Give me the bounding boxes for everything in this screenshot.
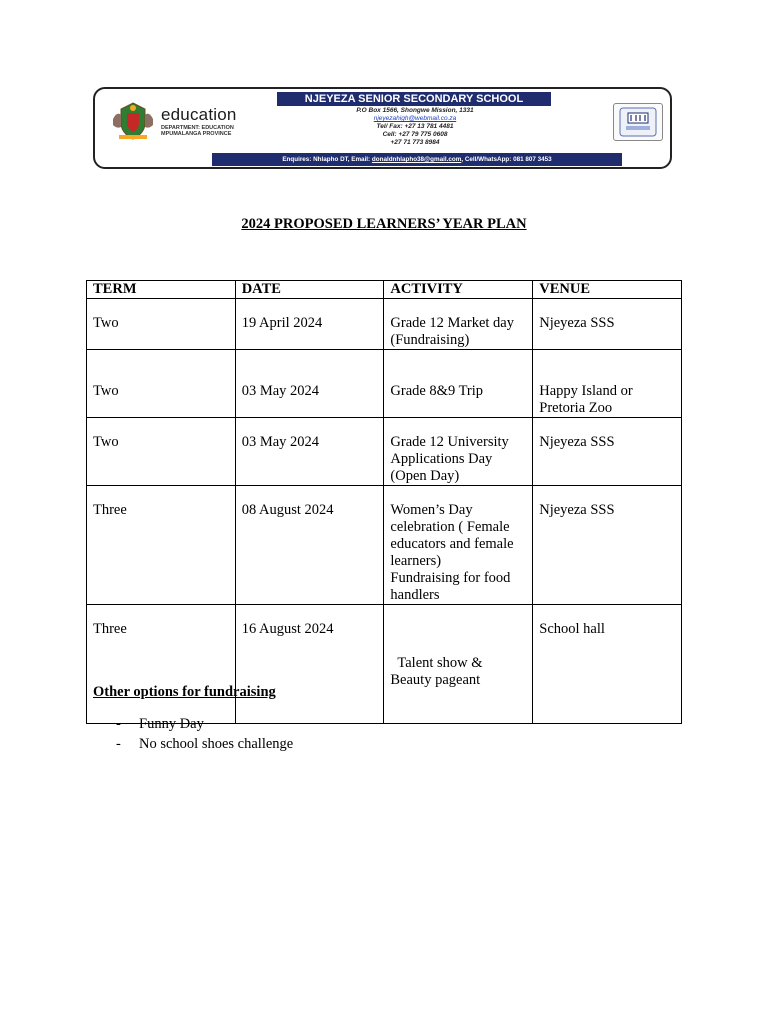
venue-line: Njeyeza SSS — [539, 434, 615, 450]
list-item — [93, 715, 293, 735]
table-row — [87, 299, 682, 350]
enquiries-prefix: Enquires: Nhlapho DT, Email: — [282, 156, 372, 163]
cell-venue — [533, 299, 682, 350]
cell-date: 03 May 2024 — [235, 418, 384, 486]
activity-line: Beauty pageant — [390, 672, 481, 688]
school-cell-2: +27 71 773 8984 — [390, 139, 440, 146]
cell-activity — [384, 418, 533, 486]
bullet-dash: - — [116, 716, 121, 732]
table-row — [87, 350, 682, 418]
header-term: TERM — [87, 281, 236, 299]
table-header-row — [87, 281, 682, 299]
school-telfax: Tel/ Fax: +27 13 781 4481 — [376, 123, 454, 130]
cell-activity — [384, 605, 533, 724]
year-plan-table — [86, 280, 682, 724]
school-name: NJEYEZA SENIOR SECONDARY SCHOOL — [277, 92, 551, 106]
other-options-list — [93, 715, 293, 754]
activity-line: Grade 12 Market day — [390, 315, 514, 331]
school-crest — [613, 103, 663, 141]
activity-line: Applications Day — [390, 451, 493, 467]
enquiries-email-link[interactable]: donaldnhlapho38@gmail.com — [371, 156, 462, 163]
bullet-dash: - — [116, 735, 121, 752]
activity-line: Women’s Day — [390, 502, 473, 518]
cell-venue — [533, 486, 682, 605]
venue-line: Njeyeza SSS — [539, 502, 615, 518]
venue-line: Pretoria Zoo — [539, 400, 613, 416]
activity-line: Talent show & — [390, 655, 483, 671]
table-row — [87, 605, 682, 724]
cell-activity — [384, 486, 533, 605]
school-email-link[interactable]: njeyezahigh@webmail.co.za — [373, 115, 457, 122]
venue-line: Njeyeza SSS — [539, 315, 615, 331]
school-cell-1: Cell: +27 79 775 0608 — [382, 131, 448, 138]
cell-activity — [384, 350, 533, 418]
school-address: P.O Box 1566, Shongwe Mission, 1331 — [356, 107, 474, 114]
enquiries-suffix: , Cell/WhatsApp: 081 807 3453 — [461, 156, 552, 163]
letterhead — [93, 87, 672, 169]
activity-line: learners) — [390, 553, 442, 569]
cell-date: 08 August 2024 — [235, 486, 384, 605]
enquiries-bar — [212, 153, 622, 166]
cell-term: Two — [87, 350, 236, 418]
activity-line: educators and female — [390, 536, 514, 552]
table-row — [87, 486, 682, 605]
list-item — [93, 735, 293, 755]
cell-venue — [533, 418, 682, 486]
cell-venue — [533, 605, 682, 724]
option-label: No school shoes challenge — [139, 735, 294, 752]
page-title: 2024 PROPOSED LEARNERS’ YEAR PLAN — [241, 216, 527, 232]
header-venue: VENUE — [533, 281, 682, 299]
other-options-heading: Other options for fundraising — [93, 684, 276, 700]
header-activity: ACTIVITY — [384, 281, 533, 299]
coat-of-arms-icon — [109, 101, 157, 141]
cell-date: 03 May 2024 — [235, 350, 384, 418]
activity-line: (Fundraising) — [390, 332, 470, 348]
cell-date: 16 August 2024 — [235, 605, 384, 724]
cell-term: Three — [87, 605, 236, 724]
province-name: MPUMALANGA PROVINCE — [161, 131, 232, 137]
venue-line: Happy Island or — [539, 383, 633, 399]
school-badge-icon — [614, 104, 662, 140]
cell-term: Two — [87, 299, 236, 350]
activity-line: handlers — [390, 587, 440, 603]
activity-line: Grade 8&9 Trip — [390, 383, 484, 399]
department-name: education — [161, 105, 237, 124]
cell-term: Two — [87, 418, 236, 486]
cell-date: 19 April 2024 — [235, 299, 384, 350]
department-subtitle: DEPARTMENT: EDUCATION — [161, 125, 234, 131]
activity-line: Grade 12 University — [390, 434, 509, 450]
header-date: DATE — [235, 281, 384, 299]
cell-term: Three — [87, 486, 236, 605]
cell-venue — [533, 350, 682, 418]
activity-line: celebration ( Female — [390, 519, 510, 535]
table-row — [87, 418, 682, 486]
cell-activity — [384, 299, 533, 350]
venue-line: School hall — [539, 621, 605, 637]
activity-line: Fundraising for food — [390, 570, 511, 586]
department-logo — [109, 101, 249, 141]
activity-line: (Open Day) — [390, 468, 460, 484]
option-label: Funny Day — [139, 716, 204, 732]
